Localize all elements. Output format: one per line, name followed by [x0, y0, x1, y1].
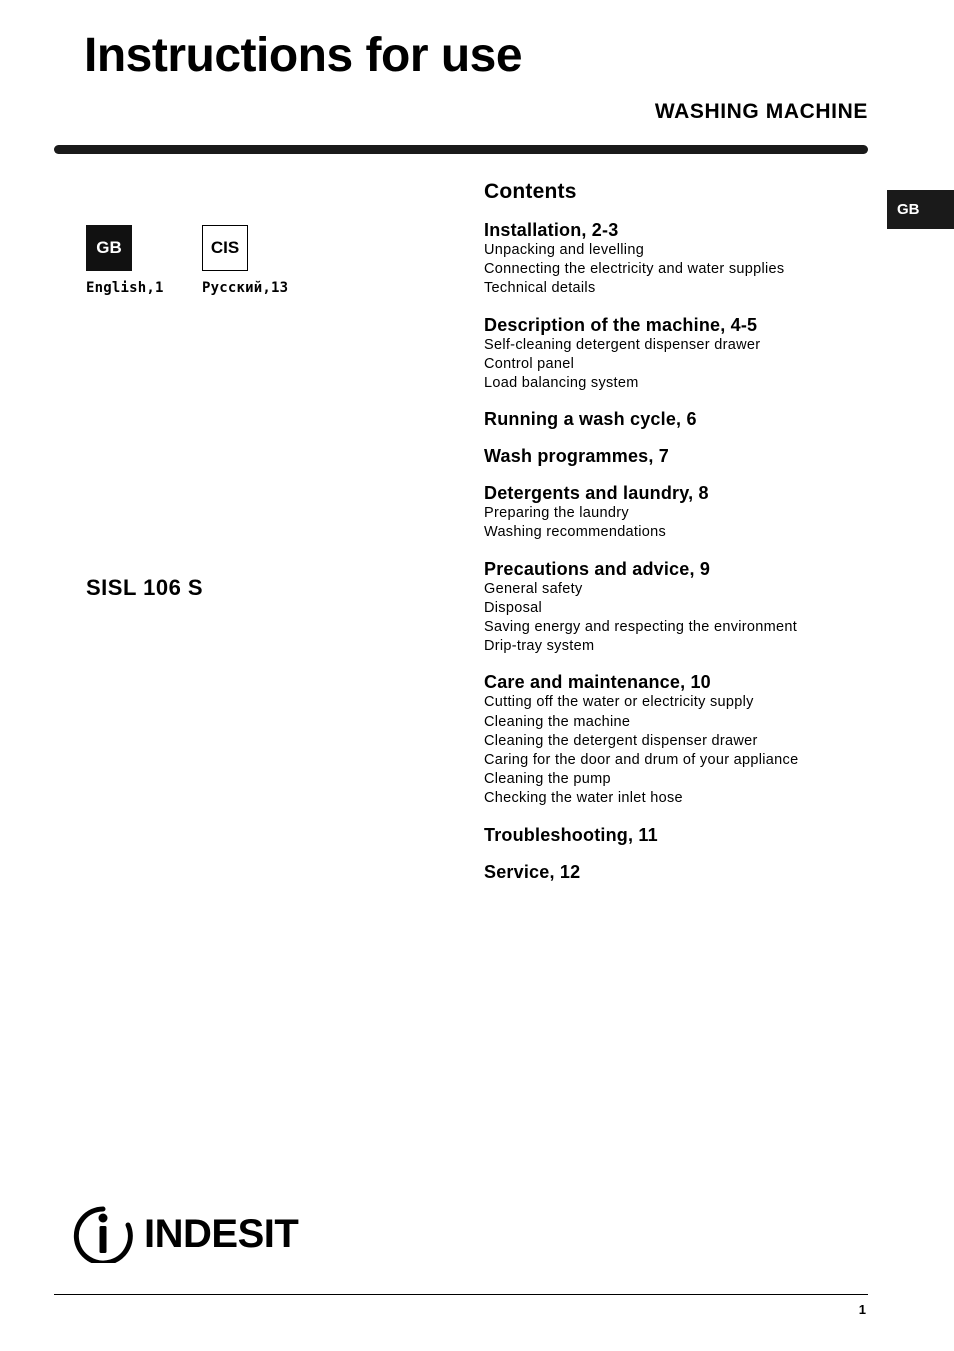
toc-subitem[interactable]: Control panel	[484, 355, 575, 372]
toc-section-title[interactable]: Troubleshooting, 11	[484, 824, 658, 845]
page-title: Instructions for use	[84, 29, 523, 82]
toc-sections	[484, 219, 884, 883]
language-box-gb[interactable]: GB	[86, 225, 132, 271]
toc-section-title[interactable]: Care and maintenance, 10	[484, 672, 711, 693]
toc-section-title[interactable]: Description of the machine, 4-5	[484, 314, 758, 335]
footer-divider	[54, 1294, 868, 1295]
header-divider	[54, 145, 868, 154]
toc-section-title[interactable]: Running a wash cycle, 6	[484, 409, 697, 430]
language-box-cis[interactable]: CIS	[202, 225, 248, 271]
toc-subitem[interactable]: Drip-tray system	[484, 638, 595, 655]
toc-subitem[interactable]: Washing recommendations	[484, 524, 667, 541]
brand-logo	[72, 1205, 298, 1263]
toc-section	[484, 314, 884, 394]
contents-heading: Contents	[484, 180, 577, 203]
table-of-contents	[484, 180, 884, 898]
indesit-i-logo-icon	[72, 1205, 134, 1263]
toc-subitem[interactable]: General safety	[484, 580, 583, 597]
toc-subitem[interactable]: Cleaning the detergent dispenser drawer	[484, 732, 758, 749]
toc-section-title[interactable]: Wash programmes, 7	[484, 446, 669, 467]
toc-section-title[interactable]: Precautions and advice, 9	[484, 558, 711, 579]
toc-subitem[interactable]: Disposal	[484, 599, 543, 616]
toc-subitem[interactable]: Cleaning the machine	[484, 713, 631, 730]
toc-section-title[interactable]: Installation, 2-3	[484, 220, 619, 240]
language-link-russian[interactable]: Русский,13	[202, 280, 289, 296]
page-number: 1	[858, 1302, 866, 1317]
toc-section	[484, 558, 884, 657]
toc-subitem[interactable]: Unpacking and levelling	[484, 242, 645, 258]
language-side-tab: GB	[887, 190, 954, 229]
toc-section	[484, 671, 884, 808]
toc-subitem[interactable]: Load balancing system	[484, 375, 639, 392]
toc-subitem[interactable]: Cutting off the water or electricity supply	[484, 694, 754, 711]
toc-subitem[interactable]: Connecting the electricity and water supplies	[484, 261, 785, 278]
product-type-subtitle: WASHING MACHINE	[654, 100, 868, 123]
toc-section	[484, 219, 884, 299]
toc-subitem[interactable]: Cleaning the pump	[484, 771, 611, 788]
model-name: SISL 106 S	[86, 575, 204, 600]
toc-section	[484, 861, 884, 883]
toc-section-title[interactable]: Service, 12	[484, 861, 581, 882]
brand-wordmark: INDESIT	[144, 1212, 299, 1256]
toc-section	[484, 408, 884, 430]
toc-subitem[interactable]: Preparing the laundry	[484, 505, 629, 522]
toc-subitem[interactable]: Self-cleaning detergent dispenser drawer	[484, 336, 761, 353]
toc-subitem[interactable]: Caring for the door and drum of your appliance	[484, 752, 799, 769]
toc-subitem[interactable]: Saving energy and respecting the environment	[484, 619, 798, 636]
toc-subitem[interactable]: Technical details	[484, 280, 596, 297]
language-link-english[interactable]: English,1	[86, 280, 164, 296]
toc-section	[484, 482, 884, 542]
toc-section	[484, 824, 884, 846]
toc-subitem[interactable]: Checking the water inlet hose	[484, 790, 683, 807]
toc-section	[484, 445, 884, 467]
toc-section-title[interactable]: Detergents and laundry, 8	[484, 483, 709, 504]
